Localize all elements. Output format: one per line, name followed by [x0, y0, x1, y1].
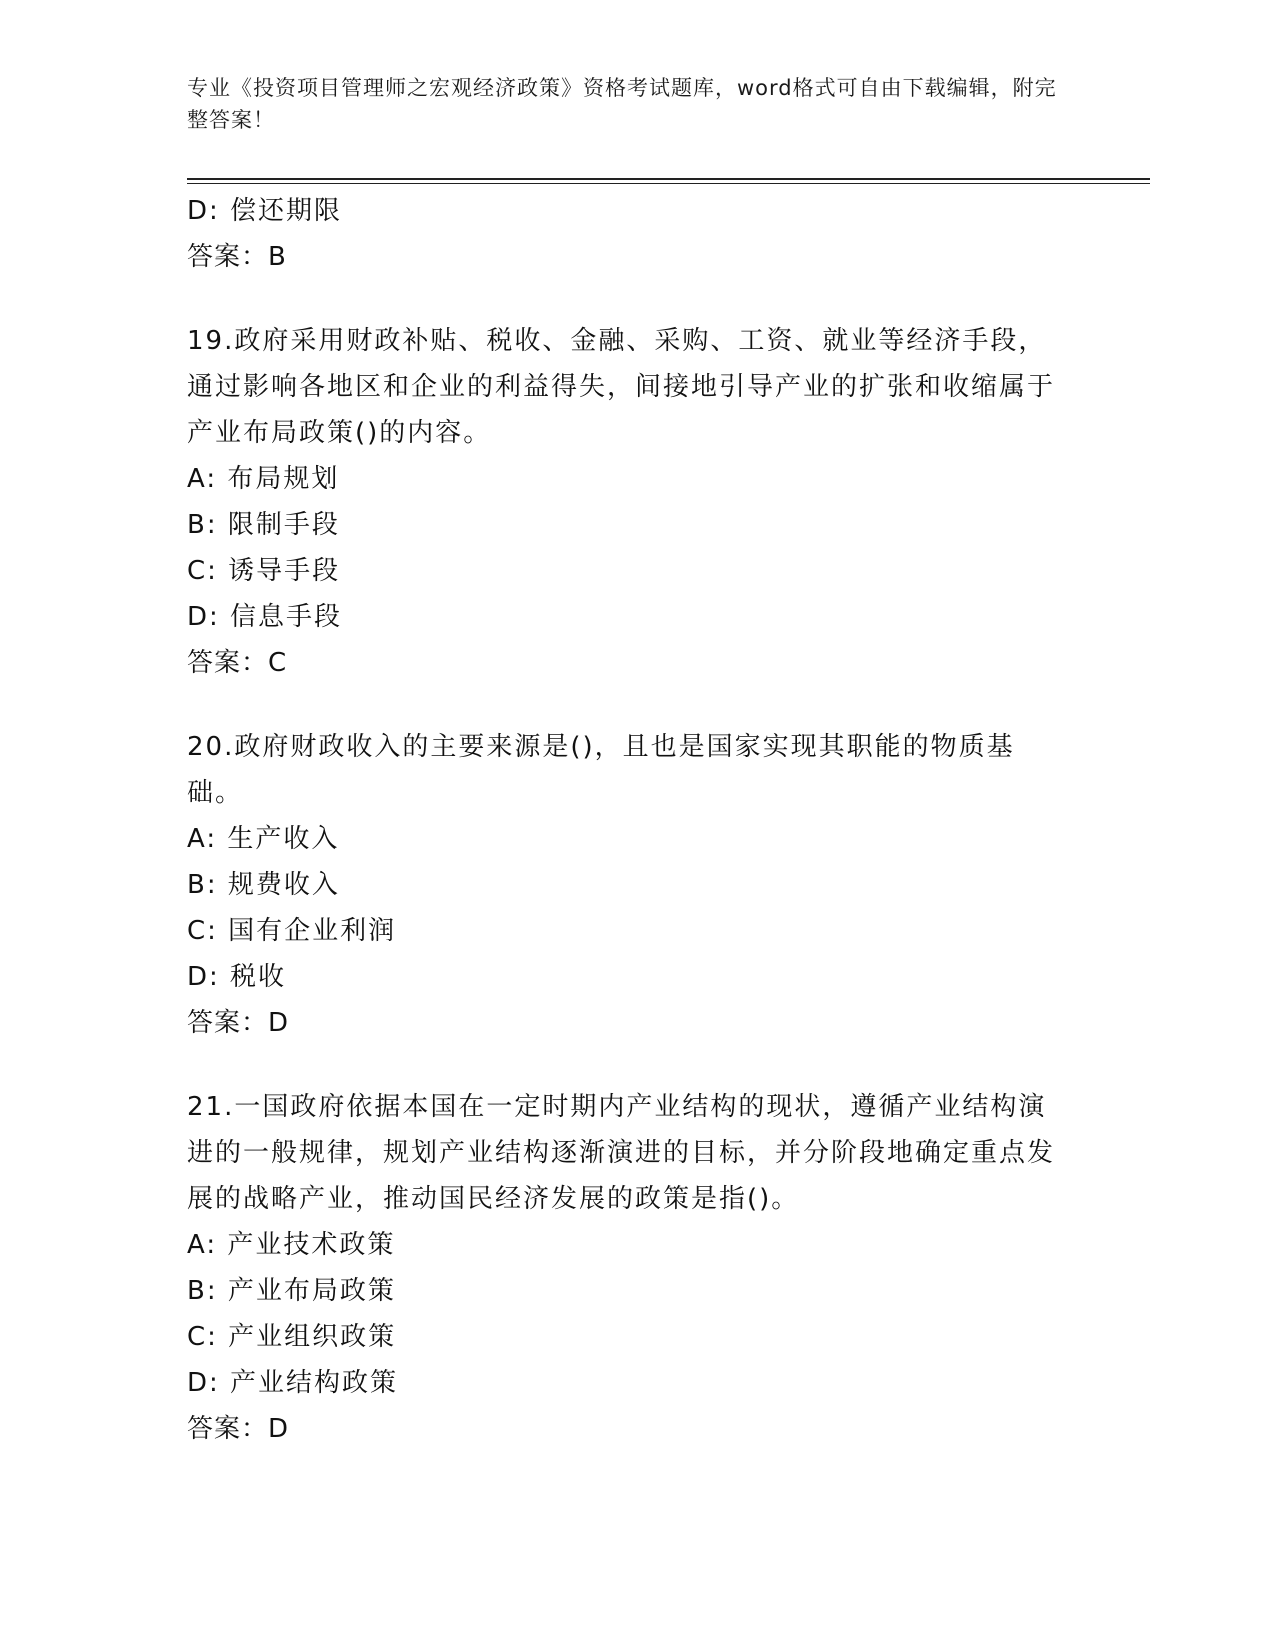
question-21: [187, 1084, 1067, 1452]
option-a: A: 布局规划: [187, 464, 340, 494]
option-c: C: 诱导手段: [187, 556, 341, 586]
answer-line: 答案：B: [187, 242, 287, 272]
option-b: B: 产业布局政策: [187, 1276, 396, 1306]
option-b: B: 限制手段: [187, 510, 340, 540]
header-rule-thin: [187, 183, 1150, 184]
header-rule-thick: [187, 178, 1150, 180]
question-20: [187, 724, 1067, 1046]
question-stem: 20.政府财政收入的主要来源是()，且也是国家实现其职能的物质基础。: [187, 732, 1015, 808]
option-c: C: 产业组织政策: [187, 1322, 397, 1352]
question-stem: 21.一国政府依据本国在一定时期内产业结构的现状，遵循产业结构演进的一般规律，规划产业结构逐渐演进的目标，并分阶段地确定重点发展的战略产业，推动国民经济发展的政策是指()。: [187, 1092, 1056, 1214]
page-header-text: 专业《投资项目管理师之宏观经济政策》资格考试题库，word格式可自由下载编辑，附完整答案！: [187, 76, 1057, 132]
option-a: A: 产业技术政策: [187, 1230, 396, 1260]
question-content: [187, 188, 1067, 1452]
answer-line: 答案：D: [187, 1008, 290, 1038]
option-a: A: 生产收入: [187, 824, 340, 854]
answer-line: 答案：D: [187, 1414, 290, 1444]
question-19: [187, 318, 1067, 686]
question-stem: 19.政府采用财政补贴、税收、金融、采购、工资、就业等经济手段，通过影响各地区和企业的利益得失，间接地引导产业的扩张和收缩属于产业布局政策()的内容。: [187, 326, 1056, 448]
option-d: D: 税收: [187, 962, 287, 992]
option-d: D: 偿还期限: [187, 196, 343, 226]
option-d: D: 产业结构政策: [187, 1368, 399, 1398]
answer-line: 答案：C: [187, 648, 288, 678]
carryover-block: [187, 188, 1067, 280]
option-d: D: 信息手段: [187, 602, 343, 632]
option-b: B: 规费收入: [187, 870, 340, 900]
option-c: C: 国有企业利润: [187, 916, 397, 946]
